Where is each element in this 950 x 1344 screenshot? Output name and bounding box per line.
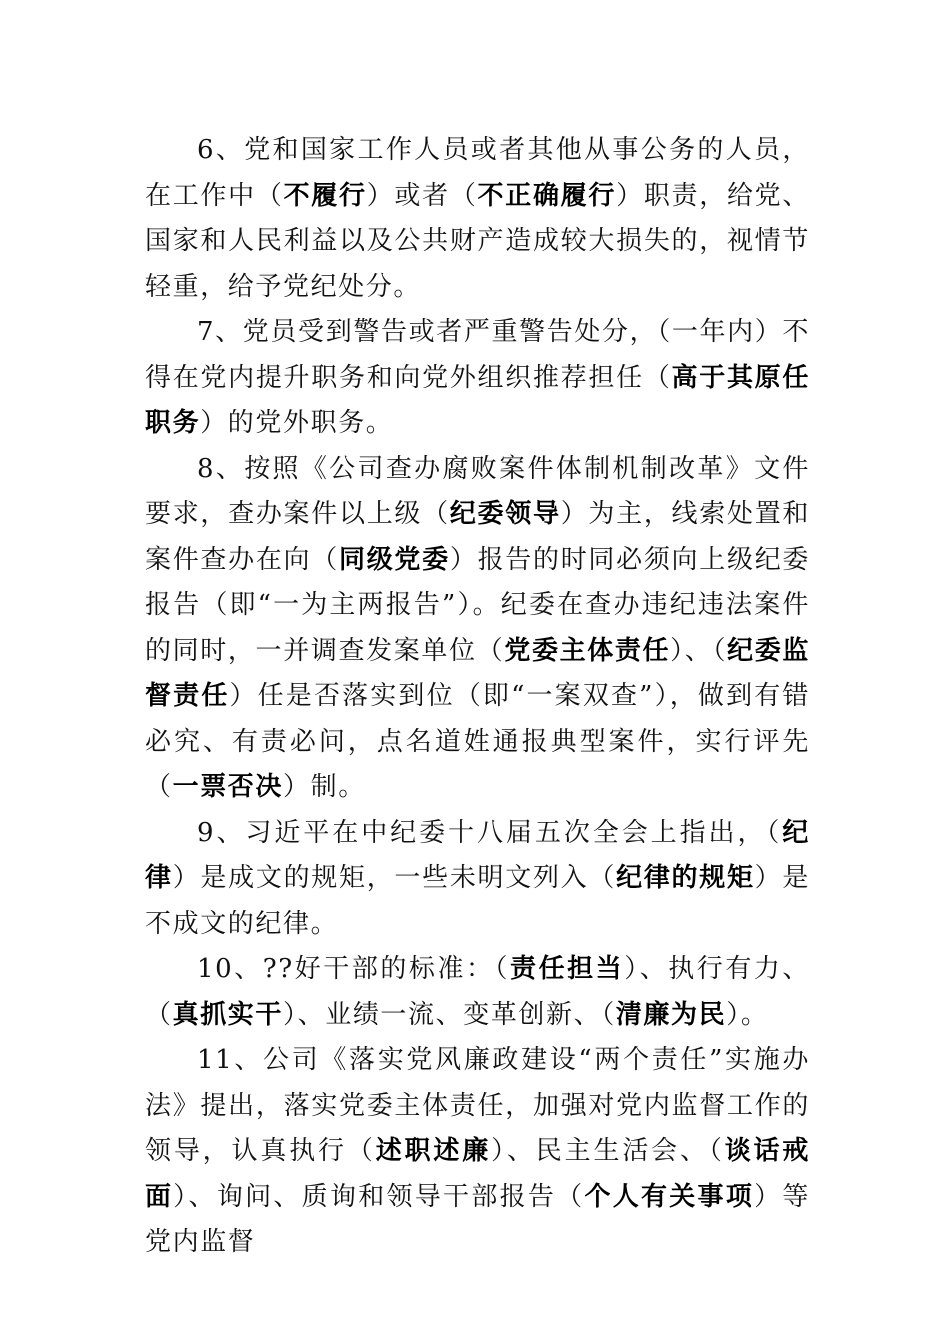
text-segment: 9、习近平在中纪委十八届五次全会上指出，（	[197, 817, 783, 848]
answer-text: 不履行	[283, 180, 367, 211]
text-segment: ）或者（	[366, 180, 478, 211]
text-segment: 7、党员受到警告或者严重警告处分，（一年内）不得在党内提升职务和向党外组织推荐担任（	[145, 317, 810, 393]
paragraph-q9	[145, 811, 810, 948]
text-segment: 8、按照《公司查办腐败案件体制机制改革》文件要求，查办案件以上级（	[145, 453, 810, 529]
answer-text: 纪委监督责任	[145, 635, 810, 711]
text-segment: ）等党内监督	[145, 1181, 810, 1257]
answer-text: 真抓实干	[172, 999, 284, 1030]
text-segment: ）是成文的规矩，一些未明文列入（	[172, 863, 617, 893]
text-segment: ）、业绩一流、变革创新、（	[283, 999, 616, 1030]
text-segment: ）为主，线索处置和案件查办在向（	[145, 499, 811, 575]
text-segment: ）、（	[670, 635, 728, 666]
paragraph-q7	[145, 310, 810, 447]
text-segment: ）制。	[283, 772, 366, 802]
answer-text: 高于其原任职务	[145, 362, 810, 438]
answer-text: 一票否决	[172, 772, 284, 802]
answer-text: 纪律的规矩	[616, 863, 755, 893]
paragraph-q11	[145, 1038, 810, 1266]
answer-text: 述职述廉	[375, 1136, 492, 1166]
text-segment: ）的党外职务。	[200, 408, 394, 438]
text-segment: 10、??好干部的标准：（	[197, 954, 511, 984]
answer-text: 党委主体责任	[504, 635, 671, 666]
answer-text: 纪律	[145, 817, 810, 893]
answer-text: 纪委领导	[449, 499, 561, 529]
paragraph-q8	[145, 447, 810, 811]
answer-text: 个人有关事项	[584, 1181, 755, 1212]
text-segment: ）任是否落实到位（即“一案双查”），做到有错必究、有责必问，点名道姓通报典型案件，实行评先（	[145, 681, 810, 802]
text-segment: ）报告的时同必须向上级纪委报告（即“一为主两报告”）。纪委在查办违纪违法案件的同时，一并调查发案单位（	[145, 544, 811, 666]
paragraph-q6	[145, 128, 810, 310]
text-segment: ）、民主生活会、（	[491, 1136, 725, 1166]
answer-text: 谈话戒面	[145, 1136, 810, 1212]
document-page	[145, 128, 810, 1266]
paragraph-q10	[145, 947, 810, 1038]
text-segment: ）、执行有力、（	[145, 954, 810, 1030]
answer-text: 同级党委	[339, 544, 450, 575]
answer-text: 责任担当	[510, 954, 625, 984]
answer-text: 清廉为民	[615, 999, 727, 1030]
answer-text: 不正确履行	[477, 180, 617, 211]
text-segment: 11、公司《落实党风廉政建设“两个责任”实施办法》提出，落实党委主体责任，加强对党内监督工作的领导，认真执行（	[145, 1045, 810, 1166]
text-segment: ）是不成文的纪律。	[145, 863, 810, 939]
text-segment: ）职责，给党、国家和人民利益以及公共财产造成较大损失的，视情节轻重，给予党纪处分。	[145, 180, 810, 302]
text-segment: ）、询问、质询和领导干部报告（	[173, 1181, 585, 1212]
text-segment: ）。	[726, 999, 769, 1030]
text-segment: 6、党和国家工作人员或者其他从事公务的人员，在工作中（	[145, 135, 810, 211]
